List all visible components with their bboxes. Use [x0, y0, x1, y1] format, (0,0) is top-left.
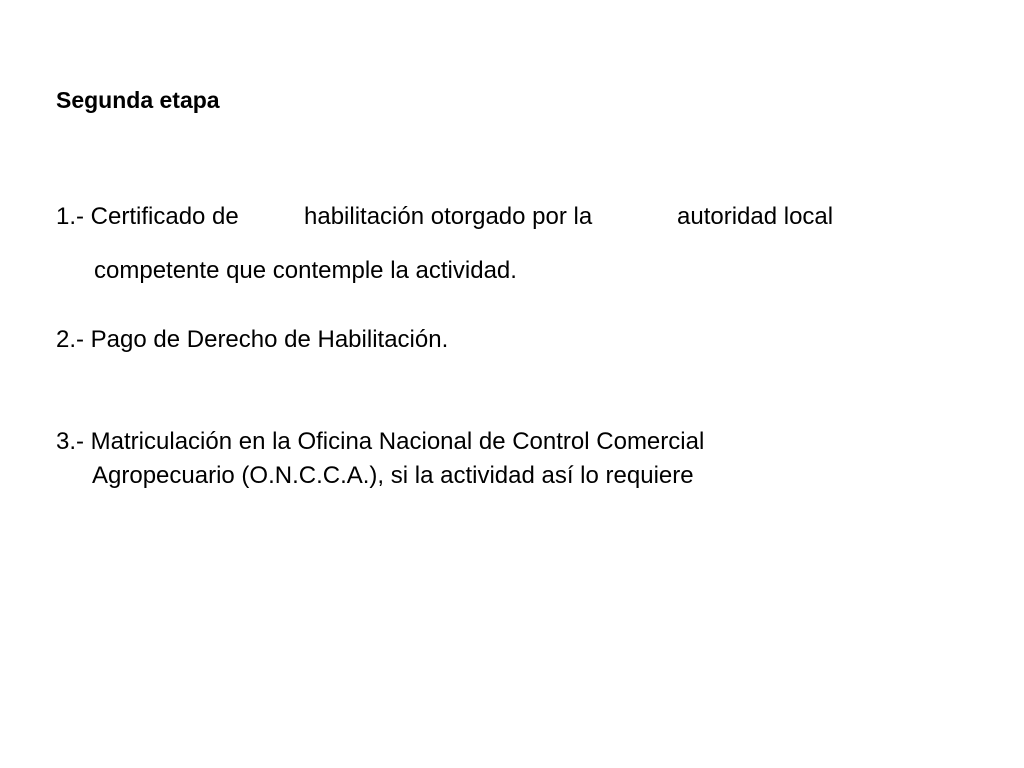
- item-1-segment-2: habilitación otorgado por la: [304, 203, 593, 230]
- item-3-line-1: 3.- Matriculación en la Oficina Nacional de Control Comercial: [56, 428, 705, 455]
- item-1-segment-1: 1.- Certificado de: [56, 203, 239, 230]
- item-1-segment-3: autoridad local: [677, 203, 834, 230]
- slide-title: Segunda etapa: [56, 87, 220, 113]
- item-3-line-2: Agropecuario (O.N.C.C.A.), si la actividad así lo requiere: [92, 462, 694, 489]
- item-1-line-2: competente que contemple la actividad.: [94, 257, 517, 284]
- item-2-line-1: 2.- Pago de Derecho de Habilitación.: [56, 326, 449, 353]
- item-1-line-1: [56, 202, 833, 232]
